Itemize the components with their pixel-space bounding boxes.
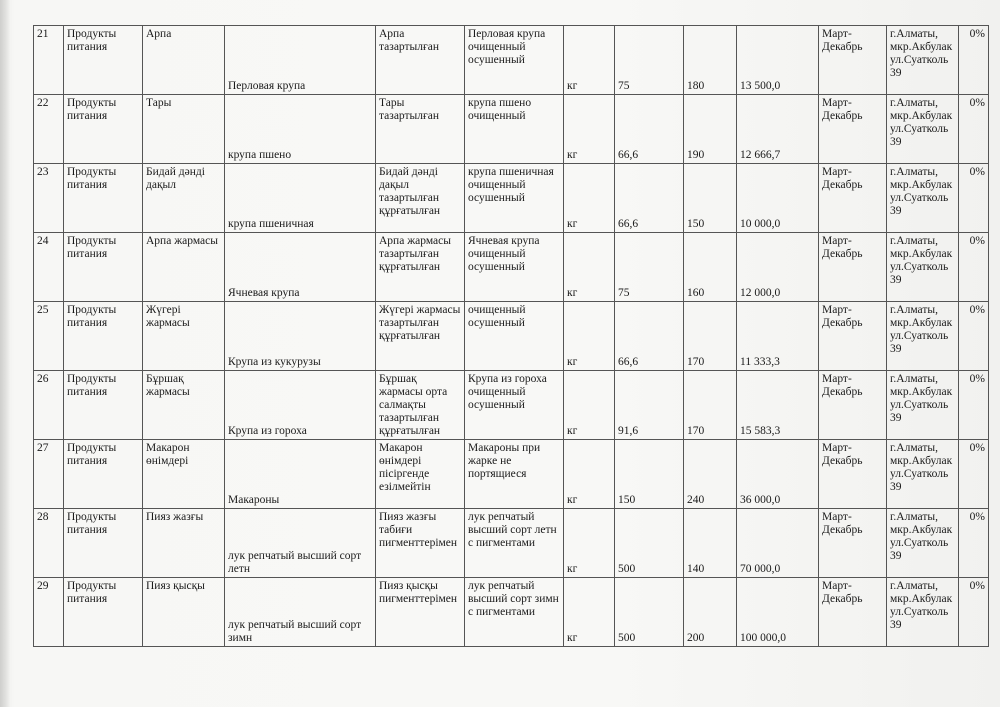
percent-cell: 0%	[959, 302, 989, 371]
table-row	[34, 578, 989, 647]
description-kz-cell: Арпа жармасы тазартылған құрғатылған	[376, 233, 465, 302]
description-ru-cell: Крупа из гороха очищенный осушенный	[465, 371, 564, 440]
description-ru-cell: крупа пшено очищенный	[465, 95, 564, 164]
percent-cell: 0%	[959, 371, 989, 440]
sum-cell: 70 000,0	[737, 509, 819, 578]
category-cell: Продукты питания	[64, 302, 143, 371]
description-kz-cell: Арпа тазартылған	[376, 26, 465, 95]
description-kz-cell: Бидай дәнді дақыл тазартылған құрғатылған	[376, 164, 465, 233]
price-cell: 170	[684, 302, 737, 371]
quantity-cell: 66,6	[615, 302, 684, 371]
price-cell: 150	[684, 164, 737, 233]
delivery-place-cell: г.Алматы, мкр.Акбулак ул.Суатколь 39	[887, 233, 959, 302]
quantity-cell: 75	[615, 26, 684, 95]
quantity-cell: 91,6	[615, 371, 684, 440]
description-ru-cell: Макароны при жарке не портящиеся	[465, 440, 564, 509]
table-row	[34, 233, 989, 302]
row-number: 22	[34, 95, 64, 164]
name-ru-cell: Крупа из кукурузы	[225, 302, 376, 371]
name-kz-cell: Пияз қысқы	[143, 578, 225, 647]
name-ru-cell: Крупа из гороха	[225, 371, 376, 440]
category-cell: Продукты питания	[64, 578, 143, 647]
price-cell: 190	[684, 95, 737, 164]
unit-cell: кг	[564, 371, 615, 440]
sum-cell: 12 666,7	[737, 95, 819, 164]
row-number: 23	[34, 164, 64, 233]
description-ru-cell: лук репчатый высший сорт зимн с пигментами	[465, 578, 564, 647]
delivery-place-cell: г.Алматы, мкр.Акбулак ул.Суатколь 39	[887, 95, 959, 164]
delivery-place-cell: г.Алматы, мкр.Акбулак ул.Суатколь 39	[887, 578, 959, 647]
period-cell: Март-Декабрь	[819, 509, 887, 578]
name-ru-cell: Ячневая крупа	[225, 233, 376, 302]
category-cell: Продукты питания	[64, 371, 143, 440]
quantity-cell: 66,6	[615, 164, 684, 233]
name-kz-cell: Арпа жармасы	[143, 233, 225, 302]
period-cell: Март-Декабрь	[819, 233, 887, 302]
name-kz-cell: Жүгері жармасы	[143, 302, 225, 371]
table-body	[34, 26, 989, 647]
row-number: 29	[34, 578, 64, 647]
unit-cell: кг	[564, 26, 615, 95]
price-cell: 140	[684, 509, 737, 578]
row-number: 27	[34, 440, 64, 509]
period-cell: Март-Декабрь	[819, 26, 887, 95]
table-row	[34, 440, 989, 509]
row-number: 25	[34, 302, 64, 371]
description-kz-cell: Пияз қысқы пигменттерімен	[376, 578, 465, 647]
price-cell: 170	[684, 371, 737, 440]
category-cell: Продукты питания	[64, 233, 143, 302]
description-kz-cell: Жүгері жармасы тазартылған құрғатылған	[376, 302, 465, 371]
percent-cell: 0%	[959, 233, 989, 302]
price-cell: 180	[684, 26, 737, 95]
period-cell: Март-Декабрь	[819, 164, 887, 233]
category-cell: Продукты питания	[64, 164, 143, 233]
name-kz-cell: Тары	[143, 95, 225, 164]
name-kz-cell: Арпа	[143, 26, 225, 95]
delivery-place-cell: г.Алматы, мкр.Акбулак ул.Суатколь 39	[887, 302, 959, 371]
quantity-cell: 500	[615, 578, 684, 647]
delivery-place-cell: г.Алматы, мкр.Акбулак ул.Суатколь 39	[887, 509, 959, 578]
sum-cell: 12 000,0	[737, 233, 819, 302]
quantity-cell: 66,6	[615, 95, 684, 164]
name-kz-cell: Пияз жазғы	[143, 509, 225, 578]
sum-cell: 11 333,3	[737, 302, 819, 371]
procurement-table	[33, 25, 989, 647]
period-cell: Март-Декабрь	[819, 302, 887, 371]
period-cell: Март-Декабрь	[819, 440, 887, 509]
name-ru-cell: Перловая крупа	[225, 26, 376, 95]
unit-cell: кг	[564, 95, 615, 164]
unit-cell: кг	[564, 164, 615, 233]
description-ru-cell: лук репчатый высший сорт летн с пигментами	[465, 509, 564, 578]
price-cell: 200	[684, 578, 737, 647]
sum-cell: 15 583,3	[737, 371, 819, 440]
period-cell: Март-Декабрь	[819, 578, 887, 647]
description-ru-cell: Перловая крупа очищенный осушенный	[465, 26, 564, 95]
name-ru-cell: лук репчатый высший сорт летн	[225, 509, 376, 578]
unit-cell: кг	[564, 509, 615, 578]
row-number: 24	[34, 233, 64, 302]
sum-cell: 10 000,0	[737, 164, 819, 233]
delivery-place-cell: г.Алматы, мкр.Акбулак ул.Суатколь 39	[887, 164, 959, 233]
quantity-cell: 500	[615, 509, 684, 578]
sum-cell: 13 500,0	[737, 26, 819, 95]
description-ru-cell: очищенный осушенный	[465, 302, 564, 371]
percent-cell: 0%	[959, 164, 989, 233]
period-cell: Март-Декабрь	[819, 371, 887, 440]
description-kz-cell: Тары тазартылған	[376, 95, 465, 164]
description-kz-cell: Макарон өнімдері пісіргенде езілмейтін	[376, 440, 465, 509]
name-ru-cell: крупа пшеничная	[225, 164, 376, 233]
unit-cell: кг	[564, 233, 615, 302]
row-number: 28	[34, 509, 64, 578]
delivery-place-cell: г.Алматы, мкр.Акбулак ул.Суатколь 39	[887, 440, 959, 509]
description-ru-cell: крупа пшеничная очищенный осушенный	[465, 164, 564, 233]
page-edge-shadow	[0, 0, 10, 707]
description-kz-cell: Пияз жазғы табиғи пигменттерімен	[376, 509, 465, 578]
delivery-place-cell: г.Алматы, мкр.Акбулак ул.Суатколь 39	[887, 26, 959, 95]
table-row	[34, 164, 989, 233]
percent-cell: 0%	[959, 26, 989, 95]
table-row	[34, 302, 989, 371]
category-cell: Продукты питания	[64, 26, 143, 95]
percent-cell: 0%	[959, 509, 989, 578]
period-cell: Март-Декабрь	[819, 95, 887, 164]
description-ru-cell: Ячневая крупа очищенный осушенный	[465, 233, 564, 302]
price-cell: 240	[684, 440, 737, 509]
name-kz-cell: Макарон өнімдері	[143, 440, 225, 509]
name-ru-cell: Макароны	[225, 440, 376, 509]
price-cell: 160	[684, 233, 737, 302]
description-kz-cell: Бұршақ жармасы орта салмақты тазартылған құрғатылған	[376, 371, 465, 440]
unit-cell: кг	[564, 440, 615, 509]
unit-cell: кг	[564, 302, 615, 371]
name-ru-cell: лук репчатый высший сорт зимн	[225, 578, 376, 647]
unit-cell: кг	[564, 578, 615, 647]
name-ru-cell: крупа пшено	[225, 95, 376, 164]
row-number: 21	[34, 26, 64, 95]
table-row	[34, 509, 989, 578]
table-row	[34, 95, 989, 164]
quantity-cell: 75	[615, 233, 684, 302]
category-cell: Продукты питания	[64, 440, 143, 509]
category-cell: Продукты питания	[64, 509, 143, 578]
category-cell: Продукты питания	[64, 95, 143, 164]
name-kz-cell: Бұршақ жармасы	[143, 371, 225, 440]
delivery-place-cell: г.Алматы, мкр.Акбулак ул.Суатколь 39	[887, 371, 959, 440]
quantity-cell: 150	[615, 440, 684, 509]
name-kz-cell: Бидай дәнді дақыл	[143, 164, 225, 233]
table-row	[34, 371, 989, 440]
row-number: 26	[34, 371, 64, 440]
percent-cell: 0%	[959, 578, 989, 647]
percent-cell: 0%	[959, 440, 989, 509]
percent-cell: 0%	[959, 95, 989, 164]
sum-cell: 36 000,0	[737, 440, 819, 509]
table-row	[34, 26, 989, 95]
sum-cell: 100 000,0	[737, 578, 819, 647]
